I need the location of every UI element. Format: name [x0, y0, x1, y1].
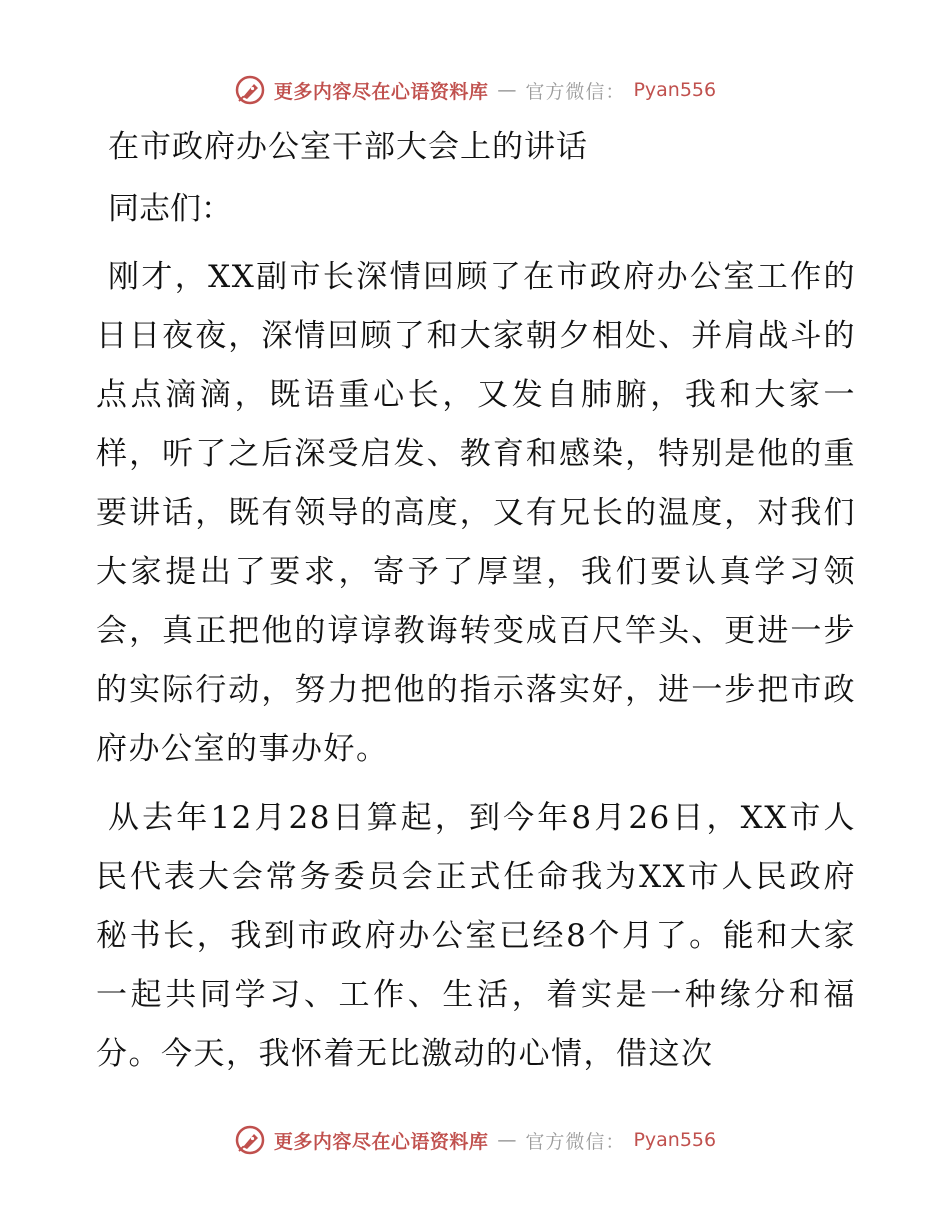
salutation: 同志们： [108, 191, 232, 227]
pen-nib-logo-icon [234, 74, 266, 106]
footer-banner [0, 1120, 950, 1160]
banner-dash: — [497, 1129, 517, 1151]
banner-slogan: 更多内容尽在心语资料库 [273, 1130, 489, 1153]
document-title: 在市政府办公室干部大会上的讲话 [108, 129, 588, 165]
banner-wechat-label: 官方微信： [525, 1130, 626, 1153]
banner-wechat-id: Pyan556 [633, 1129, 717, 1151]
paragraph-1: 刚才，XX副市长深情回顾了在市政府办公室工作的日日夜夜，深情回顾了和大家朝夕相处、并肩战斗的点点滴滴，既语重心长，又发自肺腑，我和大家一样，听了之后深受启发、教育和感染，特别是他的重要讲话，既有领导的高度，又有兄长的温度，对我们大家提出了要求，寄予了厚望，我们要认真学习领会，真正把他的谆谆教诲转变成百尺竿头、更进一步的实际行动，努力把他的指示落实好，进一步把市政府办公室的事办好。 [96, 259, 856, 767]
banner-wechat-label: 官方微信： [525, 80, 626, 103]
document-body [96, 118, 856, 1094]
paragraph-2: 从去年12月28日算起，到今年8月26日，XX市人民代表大会常务委员会正式任命我为XX市人民政府秘书长，我到市政府办公室已经8个月了。能和大家一起共同学习、工作、生活，着实是一种缘分和福分。今天，我怀着无比激动的心情，借这次 [96, 800, 856, 1072]
pen-nib-logo-icon [234, 1124, 266, 1156]
banner-dash: — [497, 79, 517, 101]
banner-slogan: 更多内容尽在心语资料库 [273, 80, 489, 103]
banner-wechat-id: Pyan556 [633, 79, 717, 101]
header-banner [0, 70, 950, 110]
